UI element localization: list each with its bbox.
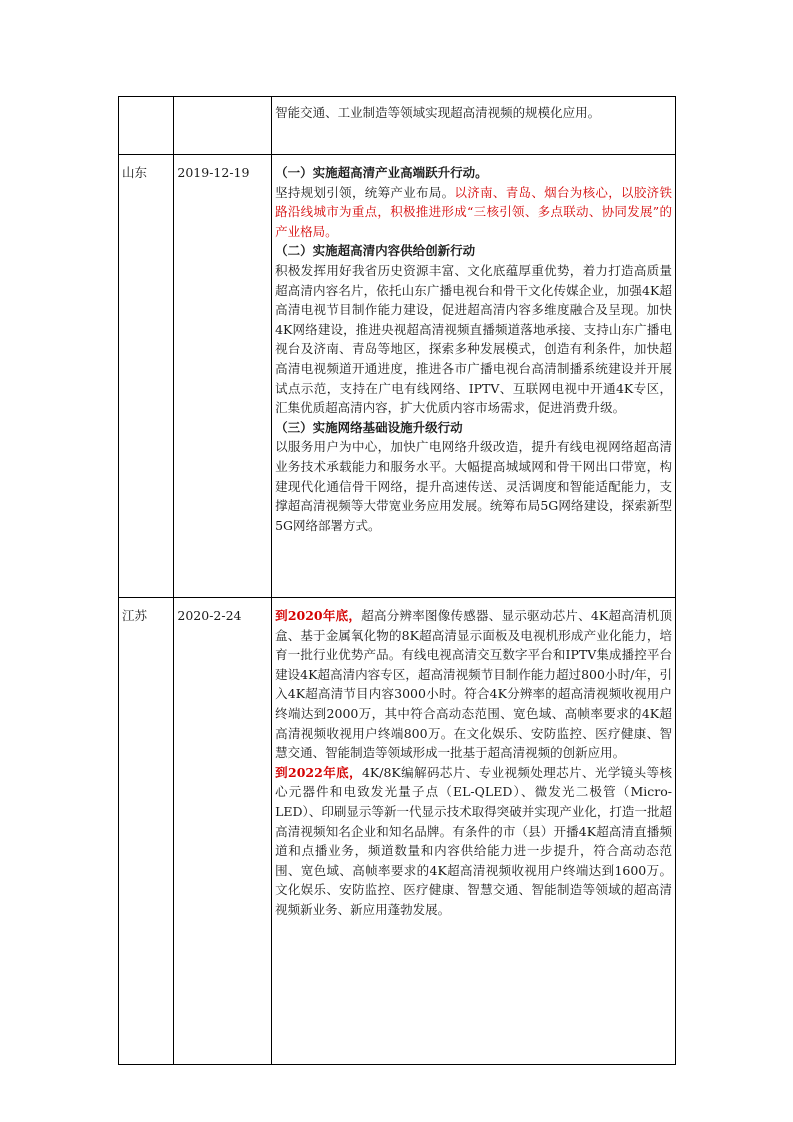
content-paragraph: 以服务用户为中心，加快广电网络升级改造，提升有线电视网络超高清业务技术承载能力和服务水平。大幅提高城域网和骨干网出口带宽，构建现代化通信骨干网络，提升高速传送、灵活调度和智能适配能力，支撑超高清视频等大带宽业务应用发展。统筹布局5G网络建设，探索新型5G网络部署方式。 xyxy=(275,439,672,533)
table-row xyxy=(119,598,676,1065)
content-cell xyxy=(272,598,676,1065)
province-cell: 山东 xyxy=(119,155,174,598)
date-cell: 2019-12-19 xyxy=(174,155,272,598)
table-row xyxy=(119,97,676,155)
paragraph-text: 超高分辨率图像传感器、显示驱动芯片、4K超高清机顶盒、基于金属氧化物的8K超高清显示面板及电视机形成产业化能力，培育一批行业优势产品。有线电视高清交互数字平台和IPTV集成播控平台建设4K超高清内容专区，超高清视频节目制作能力超过800小时/年，引入4K超高清节目内容3000小时。符合4K分辨率的超高清视频收视用户终端达到2000万，其中符合高动态范围、宽色域、高帧率要求的4K超高清视频收视用户终端800万。在文化娱乐、安防监控、医疗健康、智慧交通、智能制造等领域形成一批基于超高清视频的创新应用。 xyxy=(275,608,672,761)
province-cell: 江苏 xyxy=(119,598,174,1065)
section-heading: （一）实施超高清产业高端跃升行动。 xyxy=(275,165,488,180)
content-paragraph xyxy=(275,606,672,763)
content-paragraph xyxy=(275,183,672,242)
content-paragraph xyxy=(275,763,672,920)
paragraph-lead: 坚持规划引领，统筹产业布局。 xyxy=(275,184,455,200)
highlighted-text: 以济南、青岛、烟台为核心，以胶济铁路沿线城市为重点，积极推进形成“三核引领、多点联动、协同发展”的产业格局。 xyxy=(275,184,672,239)
content-cell xyxy=(272,155,676,598)
date-cell: 2020-2-24 xyxy=(174,598,272,1065)
content-cell xyxy=(272,97,676,155)
policy-table xyxy=(118,96,676,1065)
table-row xyxy=(119,155,676,598)
deadline-label: 到2020年底， xyxy=(275,608,362,623)
deadline-label: 到2022年底， xyxy=(275,764,362,780)
content-paragraph: 积极发挥用好我省历史资源丰富、文化底蕴厚重优势，着力打造高质量超高清内容名片，依托山东广播电视台和骨干文化传媒企业，加强4K超高清电视节目制作能力建设，促进超高清内容多维度融合及呈现。加快4K网络建设，推进央视超高清视频直播频道落地承接、支持山东广播电视台及济南、青岛等地区，探索多种发展模式，创造有利条件，加快超高清电视频道开通进度，推进各市广播电视台高清制播系统建设并开展试点示范，支持在广电有线网络、IPTV、互联网电视中开通4K专区，汇集优质超高清内容，扩大优质内容市场需求，促进消费升级。 xyxy=(275,262,672,416)
date-cell xyxy=(174,97,272,155)
section-heading: （二）实施超高清内容供给创新行动 xyxy=(275,243,476,259)
content-paragraph: 智能交通、工业制造等领域实现超高清视频的规模化应用。 xyxy=(275,105,601,120)
province-cell xyxy=(119,97,174,155)
section-heading: （三）实施网络基础设施升级行动 xyxy=(275,419,463,435)
paragraph-text: 4K/8K编解码芯片、专业视频处理芯片、光学镜头等核心元器件和电致发光量子点（EL-QLED）、微发光二极管（Micro-LED）、印刷显示等新一代显示技术取得突破并实现产业化，打造一批超高清视频知名企业和知名品牌。有条件的市（县）开播4K超高清直播频道和点播业务，频道数量和内容供给能力进一步提升，符合高动态范围、宽色域、高帧率要求的4K超高清视频收视用户终端达到1600万。文化娱乐、安防监控、医疗健康、智慧交通、智能制造等领域的超高清视频新业务、新应用蓬勃发展。 xyxy=(275,764,672,917)
